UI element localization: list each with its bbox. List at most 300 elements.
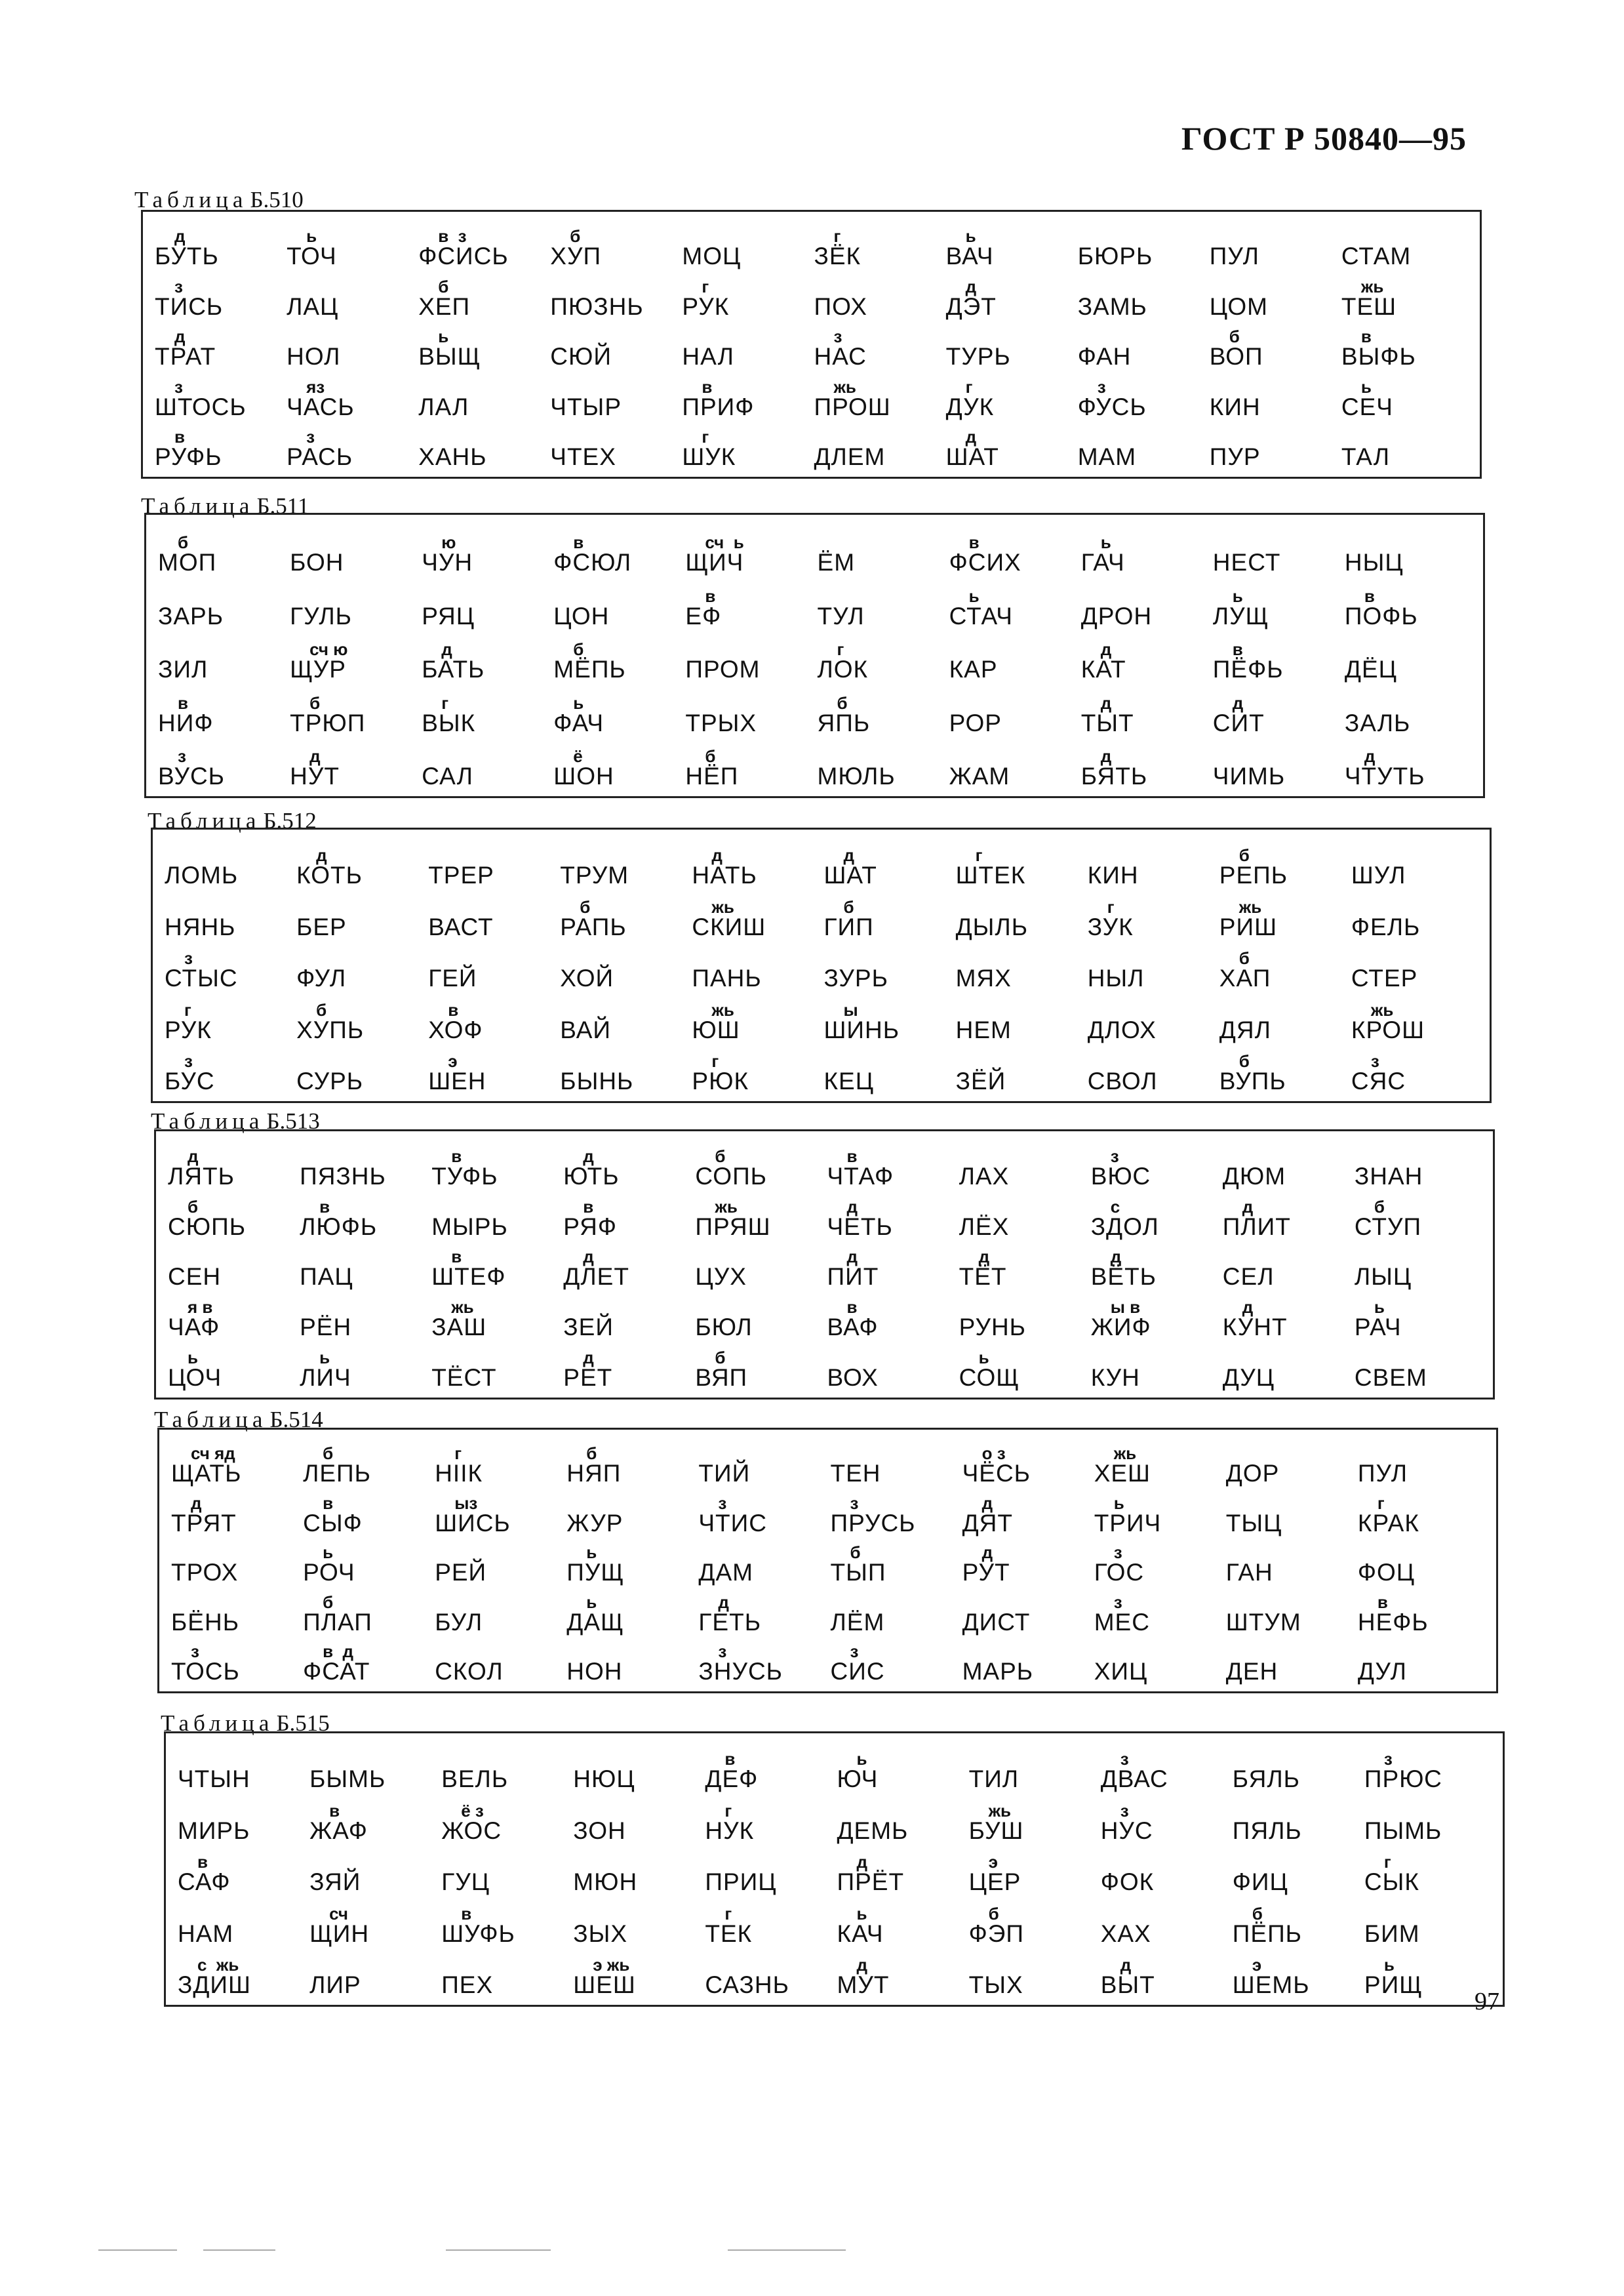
test-word: ВУПЬ xyxy=(1219,1068,1286,1095)
test-word: БУТЬ xyxy=(155,243,219,270)
word-cell xyxy=(956,943,1088,994)
error-mark: сч ю xyxy=(309,639,348,660)
test-word: ХАХ xyxy=(1100,1920,1151,1947)
test-word: ЛИР xyxy=(309,1971,361,1998)
word-grid xyxy=(178,1744,1496,2001)
word-cell xyxy=(1223,1142,1355,1192)
error-mark: д xyxy=(856,1852,868,1872)
word-grid xyxy=(165,840,1483,1097)
test-word: ШЕМЬ xyxy=(1232,1971,1310,1998)
word-cell xyxy=(560,840,692,891)
error-mark: г xyxy=(1383,1852,1391,1872)
error-mark: г xyxy=(724,1903,732,1923)
error-mark: ь xyxy=(323,1542,334,1563)
test-word: ВУСЬ xyxy=(158,763,225,790)
word-cell xyxy=(969,1744,1101,1795)
test-word: РУФЬ xyxy=(155,443,222,470)
word-cell xyxy=(290,632,422,685)
test-word: ФСИХ xyxy=(949,549,1021,576)
word-cell xyxy=(1219,994,1351,1045)
test-word: ТЁСТ xyxy=(431,1364,497,1391)
error-mark xyxy=(814,278,834,295)
test-word: РОЧ xyxy=(303,1559,355,1586)
word-cell xyxy=(1364,1898,1496,1949)
word-cell xyxy=(959,1192,1091,1243)
word-cell xyxy=(1341,222,1473,272)
test-word: ТРЕР xyxy=(428,862,494,889)
test-word: ПУЛ xyxy=(1357,1460,1408,1487)
word-cell xyxy=(1213,739,1345,792)
test-word: ВЕЛЬ xyxy=(441,1765,509,1793)
test-word: НЫЦ xyxy=(1344,549,1404,576)
test-word: ВЫК xyxy=(422,709,476,736)
test-word: ЧТЫР xyxy=(550,393,622,420)
word-cell xyxy=(550,423,682,473)
error-mark: б xyxy=(188,1196,199,1217)
word-cell xyxy=(818,739,949,792)
test-word: НЕСТ xyxy=(1212,549,1281,576)
error-mark: яз xyxy=(306,376,325,397)
error-mark: ы в xyxy=(1110,1297,1141,1318)
error-mark xyxy=(831,1594,850,1611)
test-word: ЛЮФЬ xyxy=(300,1213,378,1240)
error-mark: жь xyxy=(1238,896,1262,917)
test-word: КАР xyxy=(949,656,998,683)
test-word: КУН xyxy=(1090,1364,1140,1391)
word-cell xyxy=(550,373,682,422)
word-cell xyxy=(566,1489,698,1539)
word-cell xyxy=(1078,423,1210,473)
test-word: ФОЦ xyxy=(1357,1559,1416,1586)
word-cell xyxy=(824,994,956,1045)
error-mark xyxy=(1081,588,1101,605)
error-mark xyxy=(296,898,316,916)
test-word: РЮК xyxy=(692,1068,749,1095)
error-mark: б xyxy=(438,276,449,296)
word-cell xyxy=(1219,943,1351,994)
word-cell xyxy=(1101,1744,1233,1795)
error-mark: ё xyxy=(573,746,583,766)
word-cell xyxy=(831,1440,962,1489)
word-cell xyxy=(1213,525,1345,578)
error-mark xyxy=(1226,1495,1246,1512)
word-cell xyxy=(178,1898,309,1949)
test-word: ПРИФ xyxy=(682,393,755,420)
test-word: ЧАФ xyxy=(168,1314,220,1341)
word-cell xyxy=(949,739,1081,792)
test-word: ПРОМ xyxy=(685,656,761,683)
error-mark: ь xyxy=(978,1348,989,1367)
word-cell xyxy=(959,1142,1091,1192)
test-word: ТЫХ xyxy=(968,1971,1023,1998)
word-cell xyxy=(1078,323,1210,373)
error-mark: г xyxy=(965,376,973,397)
test-word: СИС xyxy=(830,1658,885,1685)
word-cell xyxy=(685,685,817,738)
test-word: ДЯТ xyxy=(962,1509,1013,1537)
test-word: НІІК xyxy=(435,1460,483,1487)
error-mark: в xyxy=(197,1852,208,1872)
word-cell xyxy=(1233,1950,1364,2001)
test-word: ЦОЧ xyxy=(168,1364,222,1391)
word-cell xyxy=(959,1243,1091,1293)
test-word: МОП xyxy=(158,549,217,576)
test-word: СУРЬ xyxy=(296,1068,364,1095)
word-cell xyxy=(303,1489,435,1539)
error-mark: жь xyxy=(711,999,734,1020)
test-word: ХИЦ xyxy=(1094,1658,1148,1685)
word-cell xyxy=(1226,1539,1358,1588)
error-mark: в xyxy=(319,1196,330,1217)
test-word: ЗДОЛ xyxy=(1090,1213,1159,1240)
error-mark: о з xyxy=(981,1443,1006,1464)
test-word: БАТЬ xyxy=(422,656,485,683)
error-mark: д xyxy=(981,1493,993,1513)
word-cell xyxy=(956,891,1088,942)
word-cell xyxy=(949,685,1081,738)
error-mark: с xyxy=(1110,1196,1120,1217)
word-grid xyxy=(171,1440,1490,1687)
word-cell xyxy=(418,323,550,373)
word-cell xyxy=(560,1046,692,1097)
test-word: ЖИФ xyxy=(1090,1314,1151,1341)
error-mark: в xyxy=(705,586,716,606)
error-mark: б xyxy=(316,999,327,1020)
test-word: ТУФЬ xyxy=(431,1162,498,1190)
word-cell xyxy=(1091,1243,1223,1293)
test-word: ФУЛ xyxy=(296,965,347,992)
word-cell xyxy=(431,1142,563,1192)
word-cell xyxy=(560,891,692,942)
test-word: ДАЩ xyxy=(566,1608,624,1636)
test-word: ЦОМ xyxy=(1209,292,1268,320)
word-cell xyxy=(695,1293,827,1343)
error-mark xyxy=(290,588,309,605)
word-cell xyxy=(1091,1192,1223,1243)
word-cell xyxy=(1345,525,1476,578)
test-word: РИШ xyxy=(1219,913,1277,940)
error-mark: д xyxy=(1110,1247,1122,1267)
word-cell xyxy=(837,1795,969,1846)
word-cell xyxy=(441,1795,573,1846)
word-cell xyxy=(155,323,287,373)
word-cell xyxy=(155,373,287,422)
error-mark: в xyxy=(1232,639,1243,660)
error-mark: д xyxy=(583,1247,594,1267)
test-word: ЗДИШ xyxy=(178,1971,251,1998)
test-word: СЯС xyxy=(1351,1068,1406,1095)
test-word: САЗНЬ xyxy=(705,1971,789,1998)
error-mark: б xyxy=(837,693,848,713)
test-word: ЕФ xyxy=(685,602,722,630)
error-mark xyxy=(818,588,837,605)
error-mark: д xyxy=(1100,639,1112,660)
test-word: ЛОК xyxy=(817,656,869,683)
word-cell xyxy=(178,1847,309,1898)
test-word: НУТ xyxy=(290,763,340,790)
test-word: ЩАТЬ xyxy=(171,1460,242,1487)
word-cell xyxy=(296,1046,428,1097)
word-cell xyxy=(705,1795,837,1846)
test-word: БОН xyxy=(290,549,344,576)
test-word: ЖУР xyxy=(566,1509,624,1537)
test-word: ДЛЕТ xyxy=(563,1263,629,1291)
error-mark: з xyxy=(184,948,193,969)
word-cell xyxy=(1351,891,1483,942)
error-mark xyxy=(171,1594,191,1611)
error-mark: д xyxy=(174,327,186,347)
error-mark: б xyxy=(573,639,584,660)
test-word: ГЕЙ xyxy=(428,965,477,992)
word-cell xyxy=(1233,1795,1364,1846)
error-mark xyxy=(418,378,438,395)
word-cell xyxy=(1351,994,1483,1045)
test-word: ПРЮС xyxy=(1364,1765,1442,1793)
word-cell xyxy=(949,578,1081,632)
word-cell xyxy=(1355,1192,1486,1243)
word-cell xyxy=(1081,525,1213,578)
test-word: СТАЧ xyxy=(949,602,1013,630)
word-cell xyxy=(818,685,949,738)
test-word: ЮЧ xyxy=(837,1765,879,1793)
test-word: ШАТ xyxy=(945,443,999,470)
word-cell xyxy=(946,222,1078,272)
error-mark: д xyxy=(846,1247,858,1267)
test-word: ЗАШ xyxy=(431,1314,487,1341)
word-cell xyxy=(692,891,823,942)
error-mark xyxy=(158,588,178,605)
word-cell xyxy=(573,1950,705,2001)
error-mark xyxy=(435,1594,454,1611)
error-mark: жь xyxy=(1360,276,1384,296)
error-mark xyxy=(1210,378,1229,395)
test-word: ФАЧ xyxy=(553,709,604,736)
error-mark: в д xyxy=(323,1641,354,1661)
test-word: ТРЫХ xyxy=(685,709,757,736)
test-word: ДУЦ xyxy=(1222,1364,1275,1391)
word-cell xyxy=(956,840,1088,891)
word-cell xyxy=(1081,739,1213,792)
error-mark: д xyxy=(191,1493,202,1513)
test-word: ЗАМЬ xyxy=(1077,292,1147,320)
word-cell xyxy=(290,739,422,792)
test-word: ВЫФЬ xyxy=(1341,343,1416,371)
test-word: ВЯП xyxy=(695,1364,748,1391)
test-word: НАМ xyxy=(178,1920,234,1947)
word-cell xyxy=(1078,373,1210,422)
error-mark: д xyxy=(965,276,977,296)
test-word: ЗЯЙ xyxy=(309,1868,361,1896)
test-word: СКОЛ xyxy=(435,1658,504,1685)
word-cell xyxy=(818,525,949,578)
word-cell xyxy=(303,1638,435,1687)
test-word: ГОС xyxy=(1094,1559,1145,1586)
test-word: ФАН xyxy=(1077,343,1132,371)
test-word: РЕПЬ xyxy=(1219,862,1288,889)
table-caption xyxy=(134,187,304,213)
test-word: ХУПЬ xyxy=(296,1016,365,1043)
test-word: ТРОХ xyxy=(171,1559,239,1586)
test-word: ЗИЛ xyxy=(158,656,208,683)
test-word: РИЩ xyxy=(1364,1971,1423,1998)
error-mark: ь xyxy=(1100,533,1111,553)
word-cell xyxy=(837,1898,969,1949)
word-cell xyxy=(1081,632,1213,685)
test-word: ФОК xyxy=(1100,1868,1155,1896)
error-mark: сч ь xyxy=(705,533,744,553)
word-cell xyxy=(168,1142,300,1192)
error-mark: г xyxy=(441,693,449,713)
error-mark: г xyxy=(1377,1493,1385,1513)
test-word: ДЮМ xyxy=(1222,1162,1286,1190)
word-cell xyxy=(300,1192,431,1243)
error-mark: г xyxy=(833,226,841,247)
error-mark: з xyxy=(718,1641,727,1661)
error-mark: в xyxy=(174,427,185,447)
error-mark: д xyxy=(978,1247,990,1267)
error-mark: в xyxy=(1360,327,1372,347)
test-word: БУЛ xyxy=(435,1608,483,1636)
word-cell xyxy=(158,632,290,685)
test-word: ДЫЛЬ xyxy=(955,913,1028,940)
error-mark: д xyxy=(583,1348,594,1367)
test-word: ЩИЧ xyxy=(685,549,744,576)
test-word: ЛЫЦ xyxy=(1354,1263,1412,1291)
test-word: СОПЬ xyxy=(695,1162,767,1190)
word-cell xyxy=(1101,1847,1233,1898)
error-mark: в xyxy=(724,1749,736,1769)
word-cell xyxy=(168,1343,300,1394)
word-cell xyxy=(1094,1588,1226,1638)
test-word: НЯП xyxy=(566,1460,622,1487)
error-mark: ь xyxy=(968,586,980,606)
test-word: ГЕТЬ xyxy=(698,1608,761,1636)
caption-prefix: Таблица xyxy=(134,187,248,212)
test-word: ЧТЫН xyxy=(178,1765,250,1793)
error-mark: в xyxy=(448,999,459,1020)
word-cell xyxy=(431,1243,563,1293)
word-grid xyxy=(158,525,1476,792)
test-word: ЧТУТЬ xyxy=(1344,763,1425,790)
error-mark: ь xyxy=(306,226,317,247)
error-mark: ь xyxy=(438,327,449,347)
test-word: ВЫТ xyxy=(1100,1971,1155,1998)
word-cell xyxy=(563,1343,695,1394)
word-cell xyxy=(959,1343,1091,1394)
test-word: ПУР xyxy=(1209,443,1261,470)
error-mark: б xyxy=(309,693,321,713)
test-word: ТЫТ xyxy=(1080,709,1134,736)
test-word: ЗАЛЬ xyxy=(1344,709,1411,736)
test-word: ПЯЗНЬ xyxy=(300,1162,386,1190)
test-word: ФИЦ xyxy=(1232,1868,1288,1896)
test-word: ДУЛ xyxy=(1357,1658,1407,1685)
word-cell xyxy=(1233,1847,1364,1898)
test-word: ХЕШ xyxy=(1094,1460,1151,1487)
word-cell xyxy=(824,943,956,994)
word-cell xyxy=(287,373,418,422)
word-cell xyxy=(431,1192,563,1243)
error-mark xyxy=(962,1594,982,1611)
word-cell xyxy=(435,1539,566,1588)
test-word: ПУЩ xyxy=(566,1559,625,1586)
error-mark xyxy=(428,898,448,916)
test-word: РУК xyxy=(682,292,730,320)
test-word: ТОЧ xyxy=(287,243,337,270)
error-mark: ь xyxy=(856,1749,867,1769)
word-cell xyxy=(303,1539,435,1588)
word-cell xyxy=(837,1744,969,1795)
test-word: ФУСЬ xyxy=(1077,393,1147,420)
word-cell xyxy=(1341,423,1473,473)
error-mark: ь xyxy=(1383,1955,1395,1975)
test-word: СВОЛ xyxy=(1087,1068,1158,1095)
error-mark: э xyxy=(1252,1955,1262,1975)
test-word: ВЫЩ xyxy=(418,343,481,371)
test-word: ДЕН xyxy=(1225,1658,1278,1685)
word-cell xyxy=(553,525,685,578)
error-mark: ё з xyxy=(461,1800,484,1821)
word-cell xyxy=(1094,1440,1226,1489)
test-word: ВОХ xyxy=(827,1364,879,1391)
test-word: НЕФЬ xyxy=(1357,1608,1429,1636)
word-cell xyxy=(814,272,946,322)
test-word: ТРЯТ xyxy=(171,1509,237,1537)
error-mark xyxy=(1351,898,1371,916)
word-cell xyxy=(563,1192,695,1243)
word-cell xyxy=(1219,840,1351,891)
word-cell xyxy=(300,1293,431,1343)
error-mark: з xyxy=(1113,1592,1122,1612)
test-word: СЮЙ xyxy=(550,343,612,371)
word-cell xyxy=(553,685,685,738)
test-word: НЫЛ xyxy=(1087,965,1145,992)
word-cell xyxy=(550,272,682,322)
test-word: ТИЙ xyxy=(698,1460,751,1487)
word-cell xyxy=(1091,1343,1223,1394)
word-cell xyxy=(956,994,1088,1045)
test-word: ПОФЬ xyxy=(1344,602,1418,630)
caption-prefix: Таблица xyxy=(141,493,254,519)
word-cell xyxy=(946,423,1078,473)
test-word: ВАЧ xyxy=(945,243,994,270)
caption-prefix: Таблица xyxy=(151,1108,264,1134)
word-table xyxy=(134,187,1488,479)
test-word: ШИНЬ xyxy=(823,1016,900,1043)
error-mark: д xyxy=(846,1196,858,1217)
test-word: ЩИН xyxy=(309,1920,370,1947)
test-word: БЁНЬ xyxy=(171,1608,239,1636)
test-word: ПРОШ xyxy=(814,393,891,420)
word-cell xyxy=(296,891,428,942)
test-word: ЛИЧ xyxy=(300,1364,351,1391)
test-word: ЧИМЬ xyxy=(1212,763,1286,790)
error-mark xyxy=(560,1001,580,1018)
word-cell xyxy=(435,1588,566,1638)
word-cell xyxy=(1355,1142,1486,1192)
error-mark: в xyxy=(323,1493,334,1513)
word-cell xyxy=(1210,222,1341,272)
word-cell xyxy=(827,1142,959,1192)
test-word: ПЛАП xyxy=(303,1608,372,1636)
word-cell xyxy=(303,1588,435,1638)
test-word: НЕМ xyxy=(955,1016,1012,1043)
error-mark: д xyxy=(174,226,186,247)
word-cell xyxy=(418,222,550,272)
word-cell xyxy=(827,1343,959,1394)
word-cell xyxy=(1210,423,1341,473)
error-mark: в xyxy=(178,693,188,713)
